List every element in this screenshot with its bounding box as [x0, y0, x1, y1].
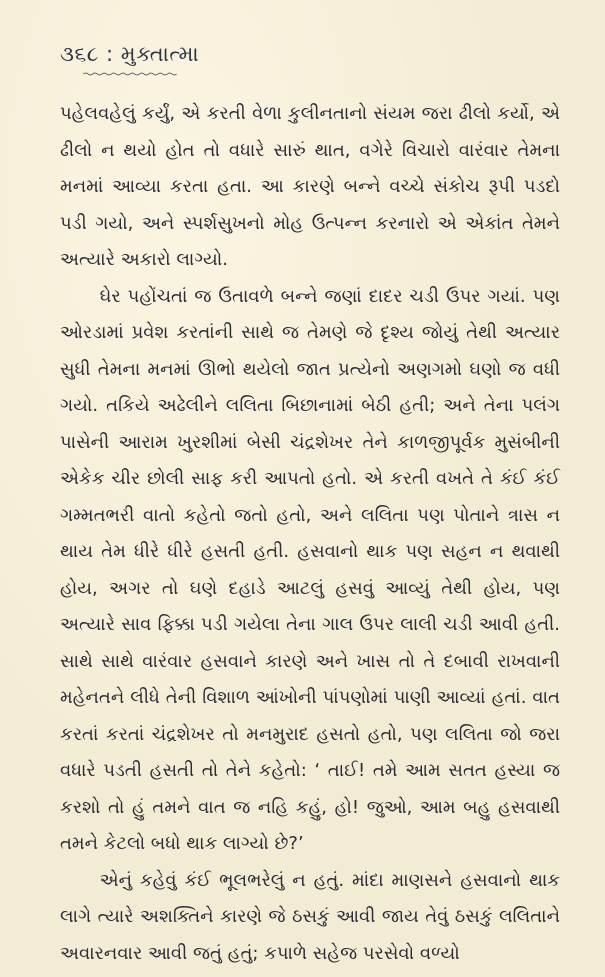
body-text	[60, 96, 560, 972]
header-wavy-rule	[60, 72, 200, 76]
paragraph-2: ઘેર પહોંચતાં જ ઉતાવળે બન્ને જણાં દાદર ચડી ઉપર ગયાં. પણ ઓરડામાં પ્રવેશ કરતાંની સાથે જ તેમણે જે દૃશ્ય જોયું તેથી અત્યાર સુધી તેમના મનમાં ઊભો થયેલો જાત પ્રત્યેનો અણગમો ઘણો જ વધી ગયો. તકિયે અઢેલીને લલિતા બિછાનામાં બેઠી હતી; અને તેના પલંગ પાસેની આરામ ખુરશીમાં બેસી ચંદ્રશેખર તેને કાળજીપૂર્વક મુસંબીની એકેક ચીર છોલી સાફ કરી આપતો હતો. એ કરતી વખતે તે કંઈ કંઈ ગમ્મતભરી વાતો કહેતો જતો હતો, અને લલિતા પણ પોતાને ત્રાસ ન થાય તેમ ધીરે ધીરે હસતી હતી. હસવાનો થાક પણ સહન ન થવાથી હોય, અગર તો ઘણે દહાડે આટલું હસવું આવ્યું તેથી હોય, પણ અત્યારે સાવ ફિક્કા પડી ગયેલા તેના ગાલ ઉપર લાલી ચડી આવી હતી. સાથે સાથે વારંવાર હસવાને કારણે અને ખાસ તો તે દબાવી રાખવાની મહેનતને લીધે તેની વિશાળ આંખોની પાંપણોમાં પાણી આવ્યાં હતાં. વાત કરતાં કરતાં ચંદ્રશેખર તો મનમુરાદ હસતો હતો, પણ લલિતા જો જરા વધારે પડતી હસતી તો તેને કહેતો: ‘ તાઈ! તમે આમ સતત હસ્યા જ કરશો તો હું તમને વાત જ નહિ કહું, હો! જુઓ, આમ બહુ હસવાથી તમને કેટલો બધો થાક લાગ્યો છે?’	[60, 285, 560, 854]
paragraph-1: પહેલવહેલું કર્યું, એ કરતી વેળા કુલીનતાનો સંયમ જરા ઢીલો કર્યો, એ ઢીલો ન થયો હોત તો વધારે સારું થાત, વગેરે વિચારો વારંવાર તેમના મનમાં આવ્યા કરતા હતા. આ કારણે બન્ને વચ્ચે સંકોચ રૂપી પડદો પડી ગયો, અને સ્પર્શસુખનો મોહ ઉત્પન્ન કરનારો એ એકાંત તેમને અત્યારે અકારો લાગ્યો.	[60, 103, 560, 270]
paragraph-3: એનું કહેવું કંઈ ભૂલભરેલું ન હતું. માંદા માણસને હસવાનો થાક લાગે ત્યારે અશક્તિને કારણે જે ઠસકું આવી જાય તેવું ઠસકું લલિતાને અવારનવાર આવી જતું હતું; કપાળે સહેજ પરસેવો વળ્યો	[60, 869, 560, 964]
page-number: ૩૬૮	[60, 42, 99, 66]
running-header	[60, 42, 199, 67]
header-separator: :	[105, 42, 114, 66]
book-title: મુક્તાત્મા	[120, 42, 200, 66]
